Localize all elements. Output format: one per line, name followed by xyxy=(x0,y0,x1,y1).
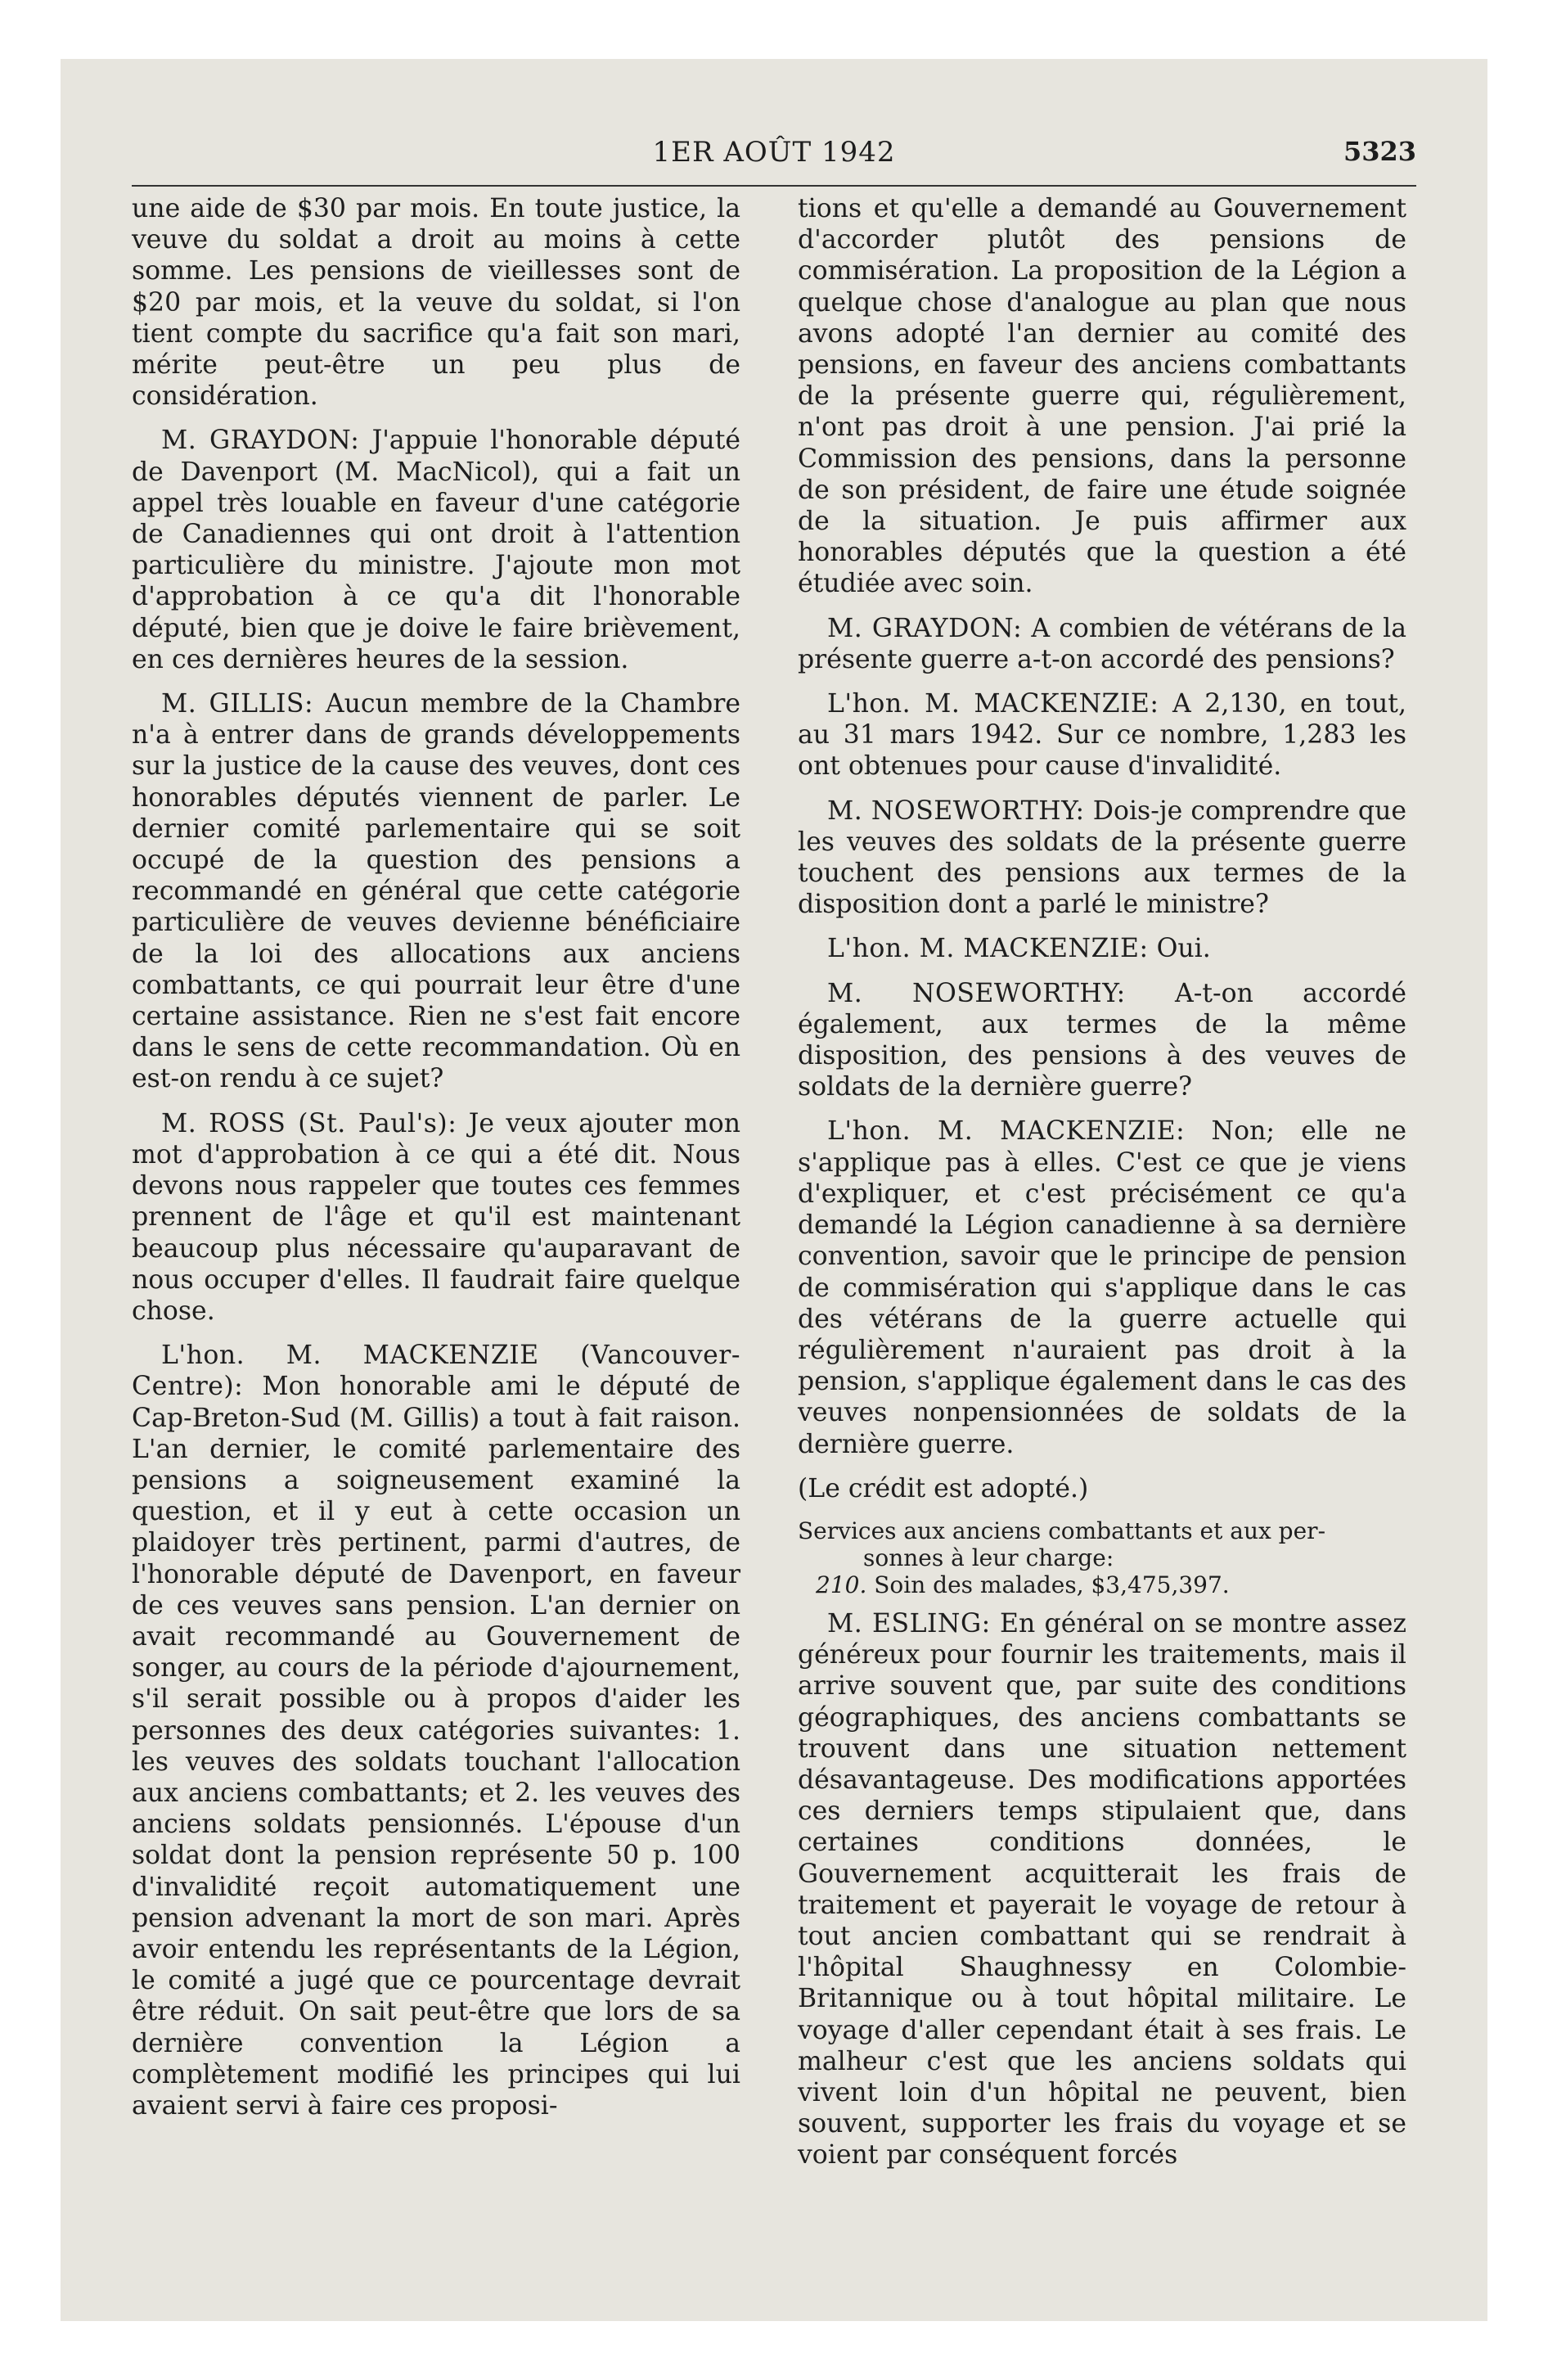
speaker-name: M. ESLING: xyxy=(827,1608,991,1639)
paragraph xyxy=(132,688,740,1095)
paragraph xyxy=(798,1608,1406,2171)
speaker-name: M. GILLIS: xyxy=(161,689,314,719)
left-column xyxy=(132,193,740,2134)
speech-text: A-t-on accordé également, aux termes de la même disposition, des pensions à des veuves de soldats de la dernière guerre? xyxy=(798,978,1406,1102)
speaker-name: L'hon. M. MACKENZIE: xyxy=(827,1116,1186,1147)
header-rule xyxy=(132,185,1416,187)
page-date: 1ER AOÛT 1942 xyxy=(652,136,896,169)
paragraph: une aide de $30 par mois. En toute justice, la veuve du soldat a droit au moins à cette somme. Les pensions de vieillesses sont de $20 par mois, et la veuve du soldat, si l'on tient compte du sacrifice qu'a fait son mari, mérite peut-être un peu plus de considération. xyxy=(132,194,740,412)
paragraph xyxy=(798,978,1406,1103)
paragraph xyxy=(132,1340,740,2121)
item-heading: Services aux anciens combattants et aux per- xyxy=(798,1517,1326,1544)
speech-text: Oui. xyxy=(1148,934,1211,964)
budget-item xyxy=(798,1517,1406,1598)
speech-text: Dois-je comprendre que les veuves des soldats de la présente guerre touchent des pensions aux termes de la disposition dont a parlé le ministre? xyxy=(798,796,1406,920)
item-text: Soin des malades, $3,475,397. xyxy=(866,1571,1230,1598)
speaker-name: L'hon. M. MACKENZIE: xyxy=(827,689,1159,719)
paragraph xyxy=(798,613,1406,675)
speech-text: En général on se montre assez généreux pour fournir les traitements, mais il arrive souvent que, par suite des conditions géographiques, des anciens combattants se trouvent dans une situation nettement désavantageuse. Des modifications apportées ces derniers temps stipulaient que, dans certaines conditions données, le Gouvernement acquitterait les frais de traitement et payerait le voyage de retour à tout ancien combattant qui se rendrait à l'hôpital Shaughnessy en Colombie-Britannique ou à tout hôpital militaire. Le voyage d'aller cependant était à ses frais. Le malheur c'est que les anciens soldats qui vivent loin d'un hôpital ne peuvent, bien souvent, supporter les frais du voyage et se voient par conséquent forcés xyxy=(798,1608,1406,2170)
speech-text: A combien de vétérans de la présente guerre a-t-on accordé des pensions? xyxy=(798,613,1406,674)
paragraph xyxy=(798,933,1406,964)
speaker-name: L'hon. M. MACKENZIE (Vancouver-Centre): xyxy=(132,1341,740,1402)
speech-text: Non; elle ne s'applique pas à elles. C'est ce que je viens d'expliquer, et c'est précisément ce qu'a demandé la Légion canadienne à sa dernière convention, savoir que le principe de pension de commisération qui s'applique dans le cas des vétérans de la guerre actuelle qui régulièrement n'auraient pas droit à la pension, s'applique également dans le cas des veuves nonpensionnées de soldats de la dernière guerre. xyxy=(798,1116,1406,1459)
speech-text: Je veux ajouter mon mot d'approbation à ce qui a été dit. Nous devons nous rappeler que toutes ces femmes prennent de l'âge et qu'il est maintenant beaucoup plus nécessaire qu'auparavant de nous occuper d'elles. Il faudrait faire quelque chose. xyxy=(132,1108,740,1326)
speaker-name: M. ROSS (St. Paul's): xyxy=(161,1108,457,1138)
item-heading-continued: sonnes à leur charge: xyxy=(863,1544,1114,1571)
vote-note: (Le crédit est adopté.) xyxy=(798,1473,1089,1503)
speaker-name: M. NOSEWORTHY: xyxy=(827,796,1085,826)
paragraph xyxy=(132,1108,740,1327)
paragraph xyxy=(132,425,740,675)
item-vote xyxy=(798,1571,1406,1598)
item-number: 210. xyxy=(816,1571,867,1598)
speaker-name: M. NOSEWORTHY: xyxy=(827,978,1126,1008)
speaker-name: M. GRAYDON: xyxy=(827,613,1023,643)
speech-text: Aucun membre de la Chambre n'a à entrer dans de grands développements sur la justice de la cause des veuves, dont ces honorables députés viennent de parler. Le dernier comité parlementaire qui se soit occupé de la question des pensions a recommandé en général que cette catégorie particulière de veuves devienne bénéficiaire de la loi des allocations aux anciens combattants, ce qui pourrait leur être d'une certaine assistance. Rien ne s'est fait encore dans le sens de cette recommandation. Où en est-on rendu à ce sujet? xyxy=(132,689,741,1094)
speech-text: J'appuie l'honorable député de Davenport (M. MacNicol), qui a fait un appel très louable en faveur d'une catégorie de Canadiennes qui ont droit à l'attention particulière du ministre. J'ajoute mon mot d'approbation à ce qu'a dit l'honorable député, bien que je doive le faire brièvement, en ces dernières heures de la session. xyxy=(132,426,741,674)
speaker-name: L'hon. M. MACKENZIE: xyxy=(827,934,1149,964)
page-number: 5323 xyxy=(1343,136,1416,167)
paragraph: tions et qu'elle a demandé au Gouvernement d'accorder plutôt des pensions de commisération. La proposition de la Légion a quelque chose d'analogue au plan que nous avons adopté l'an dernier au comité des pensions, en faveur des anciens combattants de la présente guerre qui, régulièrement, n'ont pas droit à une pension. J'ai prié la Commission des pensions, dans la personne de son président, de faire une étude soignée de la situation. Je puis affirmer aux honorables députés que la question a été étudiée avec soin. xyxy=(798,194,1406,599)
speech-text: Mon honorable ami le député de Cap-Breton-Sud (M. Gillis) a tout à fait raison. L'an dernier, le comité parlementaire des pensions a soigneusement examiné la question, et il y eut à cette occasion un plaidoyer très pertinent, parmi d'autres, de l'honorable député de Davenport, en faveur de ces veuves sans pension. L'an dernier on avait recommandé au Gouvernement de songer, au cours de la période d'ajournement, s'il serait possible ou à propos d'aider les personnes des deux catégories suivantes: 1. les veuves des soldats touchant l'allocation aux anciens combattants; et 2. les veuves des anciens soldats pensionnés. L'épouse d'un soldat dont la pension représente 50 p. 100 d'invalidité reçoit automatiquement une pension advenant la mort de son mari. Après avoir entendu les représentants de la Légion, le comité a jugé que ce pourcentage devrait être réduit. On sait peut-être que lors de sa dernière convention la Légion a complètement modifié les principes qui lui avaient servi à faire ces proposi- xyxy=(132,1372,740,2121)
speech-text: A 2,130, en tout, au 31 mars 1942. Sur ce nombre, 1,283 les ont obtenues pour cause d'invalidité. xyxy=(798,689,1406,782)
paragraph xyxy=(798,1116,1406,1459)
speaker-name: M. GRAYDON: xyxy=(161,426,360,456)
paragraph xyxy=(798,796,1406,921)
paragraph xyxy=(798,688,1406,782)
right-column xyxy=(798,193,1406,2184)
page-header xyxy=(132,131,1416,172)
